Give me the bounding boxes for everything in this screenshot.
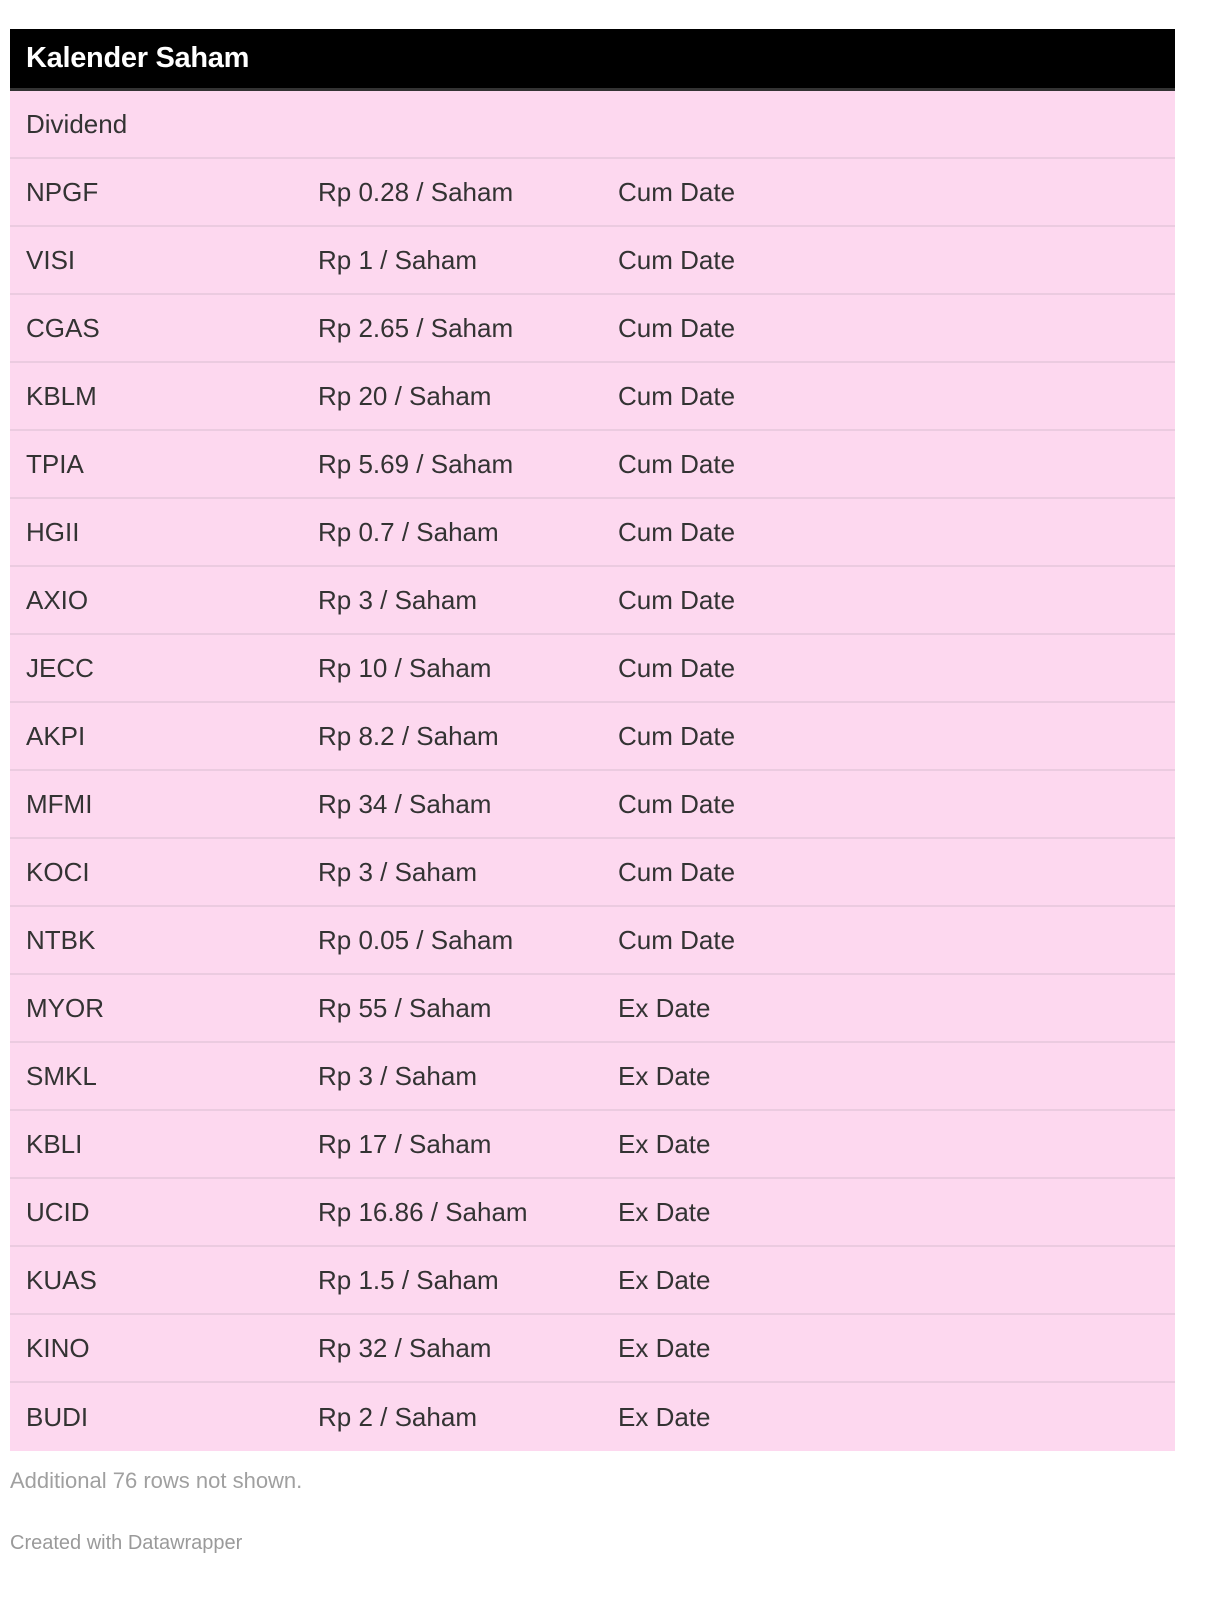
date-type-cell: Ex Date (618, 992, 711, 1023)
table-row (10, 295, 1175, 363)
table-row (10, 839, 1175, 907)
table-row (10, 227, 1175, 295)
credit-link[interactable]: Created with Datawrapper (10, 1532, 243, 1554)
table-row (10, 1315, 1175, 1383)
table-row (10, 499, 1175, 567)
date-type-cell: Cum Date (618, 244, 736, 275)
dividend-table (10, 29, 1175, 1451)
date-type-cell: Cum Date (618, 312, 736, 343)
table-row (10, 907, 1175, 975)
date-type-cell: Cum Date (618, 584, 736, 615)
date-type-cell: Cum Date (618, 652, 736, 683)
date-type-cell: Cum Date (618, 720, 736, 751)
ticker-cell: UCID (26, 1196, 90, 1227)
table-body (10, 159, 1175, 1451)
table-row (10, 567, 1175, 635)
table-row (10, 1383, 1175, 1451)
table-row (10, 975, 1175, 1043)
date-type-cell: Ex Date (618, 1196, 711, 1227)
table-title: Kalender Saham (10, 29, 1175, 91)
ticker-cell: JECC (26, 652, 94, 683)
table-notes: Additional 76 rows not shown. (10, 1468, 303, 1493)
amount-cell: Rp 0.05 / Saham (318, 924, 514, 955)
table-row (10, 1111, 1175, 1179)
date-type-cell: Cum Date (618, 924, 736, 955)
amount-cell: Rp 3 / Saham (318, 856, 477, 887)
ticker-cell: MFMI (26, 788, 93, 819)
ticker-cell: TPIA (26, 448, 84, 479)
ticker-cell: AKPI (26, 720, 86, 751)
ticker-cell: KUAS (26, 1264, 97, 1295)
amount-cell: Rp 34 / Saham (318, 788, 492, 819)
amount-cell: Rp 1.5 / Saham (318, 1264, 499, 1295)
ticker-cell: NPGF (26, 176, 99, 207)
amount-cell: Rp 3 / Saham (318, 1060, 477, 1091)
ticker-cell: BUDI (26, 1401, 89, 1432)
table-row (10, 159, 1175, 227)
amount-cell: Rp 2 / Saham (318, 1401, 477, 1432)
date-type-cell: Ex Date (618, 1060, 711, 1091)
table-row (10, 703, 1175, 771)
amount-cell: Rp 20 / Saham (318, 380, 492, 411)
amount-cell: Rp 55 / Saham (318, 992, 492, 1023)
table-row (10, 1179, 1175, 1247)
ticker-cell: KOCI (26, 856, 90, 887)
amount-cell: Rp 0.28 / Saham (318, 176, 514, 207)
date-type-cell: Ex Date (618, 1401, 711, 1432)
ticker-cell: AXIO (26, 584, 89, 615)
ticker-cell: MYOR (26, 992, 104, 1023)
ticker-cell: KBLI (26, 1128, 83, 1159)
amount-cell: Rp 3 / Saham (318, 584, 477, 615)
amount-cell: Rp 2.65 / Saham (318, 312, 514, 343)
amount-cell: Rp 32 / Saham (318, 1332, 492, 1363)
date-type-cell: Cum Date (618, 516, 736, 547)
table-row (10, 363, 1175, 431)
amount-cell: Rp 8.2 / Saham (318, 720, 499, 751)
amount-cell: Rp 0.7 / Saham (318, 516, 499, 547)
date-type-cell: Cum Date (618, 176, 736, 207)
date-type-cell: Cum Date (618, 856, 736, 887)
amount-cell: Rp 17 / Saham (318, 1128, 492, 1159)
amount-cell: Rp 5.69 / Saham (318, 448, 514, 479)
date-type-cell: Cum Date (618, 788, 736, 819)
date-type-cell: Ex Date (618, 1332, 711, 1363)
table-row (10, 1043, 1175, 1111)
ticker-cell: SMKL (26, 1060, 97, 1091)
date-type-cell: Cum Date (618, 380, 736, 411)
ticker-cell: NTBK (26, 924, 96, 955)
table-row (10, 635, 1175, 703)
ticker-cell: VISI (26, 244, 76, 275)
table-row (10, 431, 1175, 499)
ticker-cell: KINO (26, 1332, 90, 1363)
ticker-cell: CGAS (26, 312, 100, 343)
date-type-cell: Cum Date (618, 448, 736, 479)
ticker-cell: HGII (26, 516, 80, 547)
ticker-cell: KBLM (26, 380, 97, 411)
amount-cell: Rp 10 / Saham (318, 652, 492, 683)
table-row (10, 1247, 1175, 1315)
amount-cell: Rp 1 / Saham (318, 244, 477, 275)
date-type-cell: Ex Date (618, 1128, 711, 1159)
amount-cell: Rp 16.86 / Saham (318, 1196, 528, 1227)
date-type-cell: Ex Date (618, 1264, 711, 1295)
section-label-dividend: Dividend (10, 91, 1175, 159)
table-row (10, 771, 1175, 839)
